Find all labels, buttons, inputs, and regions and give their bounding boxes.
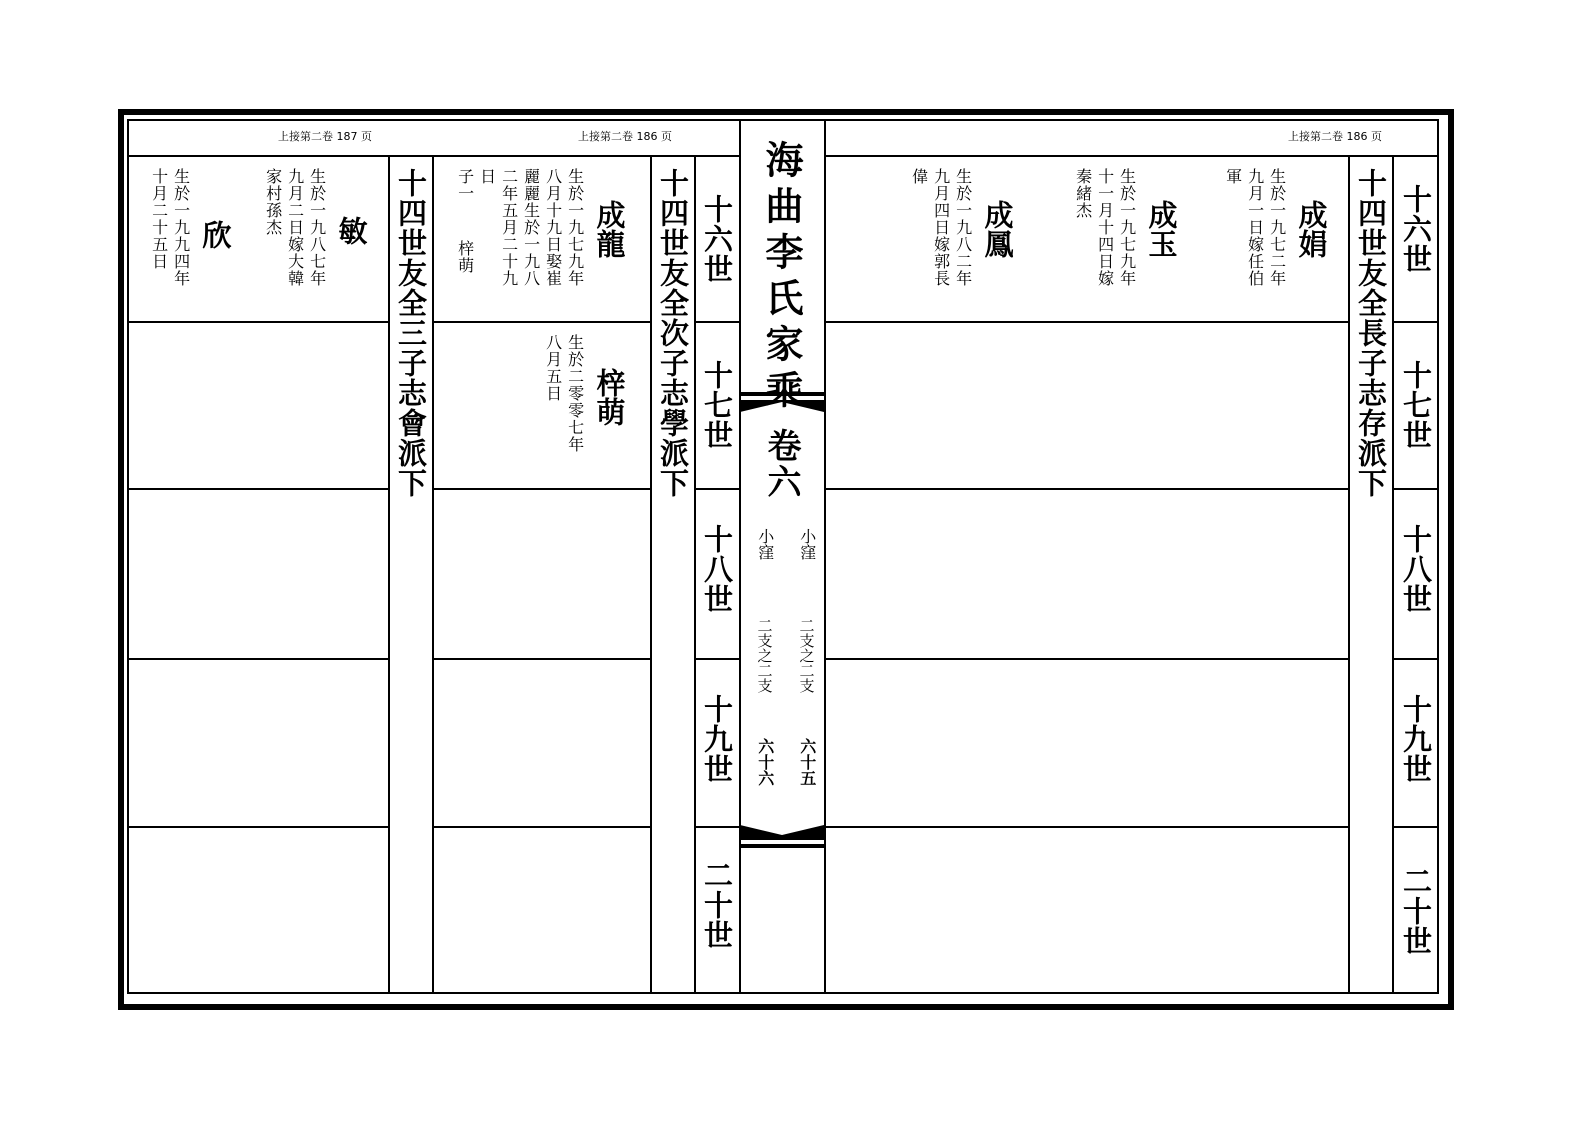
side-note-branch: 二支之二支 bbox=[755, 618, 774, 693]
row-rule bbox=[432, 658, 650, 660]
person-note: 十月二十五日 bbox=[149, 168, 169, 270]
person-note: 生於一九九四年 bbox=[171, 168, 191, 287]
generation-label: 十七世 bbox=[1399, 360, 1433, 450]
row-rule bbox=[824, 826, 1348, 828]
person-note: 家村孫杰 bbox=[263, 168, 283, 236]
row-rule bbox=[1392, 658, 1439, 660]
person-note: 生於一九八七年 bbox=[307, 168, 327, 287]
book-title: 海曲李氏家乘 bbox=[759, 140, 804, 416]
person-name: 成龍 bbox=[592, 200, 627, 258]
page-header: 上接第二卷 187 页 bbox=[278, 130, 372, 143]
generation-label: 十六世 bbox=[700, 194, 734, 284]
generation-label: 十六世 bbox=[1399, 184, 1433, 274]
person-note: 軍 bbox=[1223, 168, 1243, 185]
generation-label: 二十世 bbox=[700, 860, 734, 950]
generation-label: 十九世 bbox=[1399, 694, 1433, 784]
person-name: 敏 bbox=[334, 216, 369, 245]
generation-label: 十七世 bbox=[700, 360, 734, 450]
person-note: 九月二日嫁大韓 bbox=[285, 168, 305, 287]
row-rule bbox=[824, 488, 1348, 490]
person-note: 子一 bbox=[455, 168, 475, 202]
person-note: 生於一九七九年 bbox=[1117, 168, 1137, 287]
row-rule bbox=[694, 826, 739, 828]
row-rule bbox=[694, 321, 739, 323]
person-name: 成玉 bbox=[1144, 200, 1179, 258]
row-rule bbox=[1392, 826, 1439, 828]
row-rule bbox=[432, 321, 650, 323]
generation-label: 十九世 bbox=[700, 694, 734, 784]
side-note-place: 小窪 bbox=[755, 528, 775, 560]
side-note-branch: 二支之二支 bbox=[797, 618, 816, 693]
person-name: 梓萌 bbox=[592, 368, 627, 426]
row-rule bbox=[127, 658, 388, 660]
person-note: 八月十九日娶崔 bbox=[543, 168, 563, 287]
person-name: 成鳳 bbox=[980, 200, 1015, 258]
person-note: 秦緒杰 bbox=[1073, 168, 1093, 219]
branch-label: 十四世友全三子志會派下 bbox=[394, 168, 428, 498]
branch-label: 十四世友全長子志存派下 bbox=[1354, 168, 1388, 498]
person-note: 二年五月二十九 bbox=[499, 168, 519, 287]
page-header: 上接第二卷 186 页 bbox=[1288, 130, 1382, 143]
person-note: 生於一九八二年 bbox=[953, 168, 973, 287]
person-note: 生於一九七二年 bbox=[1267, 168, 1287, 287]
header-rule bbox=[127, 155, 739, 157]
header-rule bbox=[824, 155, 1439, 157]
page-header: 上接第二卷 186 页 bbox=[578, 130, 672, 143]
row-rule bbox=[1392, 321, 1439, 323]
generation-label: 十八世 bbox=[700, 524, 734, 614]
side-note-page: 六十六 bbox=[755, 738, 775, 786]
person-note: 偉 bbox=[909, 168, 929, 185]
person-note: 十一月十四日嫁 bbox=[1095, 168, 1115, 287]
person-name: 欣 bbox=[198, 220, 233, 249]
divider bbox=[694, 155, 696, 993]
row-rule bbox=[694, 488, 739, 490]
row-rule bbox=[824, 321, 1348, 323]
side-note-place: 小窪 bbox=[797, 528, 817, 560]
person-note: 麗麗生於一九八 bbox=[521, 168, 541, 287]
row-rule bbox=[127, 826, 388, 828]
person-note: 生於一九七九年 bbox=[565, 168, 585, 287]
divider bbox=[650, 155, 652, 993]
person-note: 九月四日嫁郭長 bbox=[931, 168, 951, 287]
row-rule bbox=[694, 658, 739, 660]
person-name: 成娟 bbox=[1294, 200, 1329, 258]
volume-label: 卷六 bbox=[761, 428, 801, 500]
generation-label: 二十世 bbox=[1399, 866, 1433, 956]
divider bbox=[1392, 155, 1394, 993]
row-rule bbox=[127, 321, 388, 323]
person-note: 九月一日嫁任伯 bbox=[1245, 168, 1265, 287]
row-rule bbox=[432, 488, 650, 490]
person-note: 八月五日 bbox=[543, 334, 563, 402]
row-rule bbox=[1392, 488, 1439, 490]
row-rule bbox=[127, 488, 388, 490]
branch-label: 十四世友全次子志學派下 bbox=[656, 168, 690, 498]
divider bbox=[432, 155, 434, 993]
generation-label: 十八世 bbox=[1399, 524, 1433, 614]
divider bbox=[1348, 155, 1350, 993]
person-note: 生於二零零七年 bbox=[565, 334, 585, 453]
person-note: 日 bbox=[477, 168, 497, 185]
row-rule bbox=[432, 826, 650, 828]
row-rule bbox=[824, 658, 1348, 660]
divider bbox=[388, 155, 390, 993]
person-note: 梓萌 bbox=[455, 240, 475, 274]
side-note-page: 六十五 bbox=[797, 738, 817, 786]
